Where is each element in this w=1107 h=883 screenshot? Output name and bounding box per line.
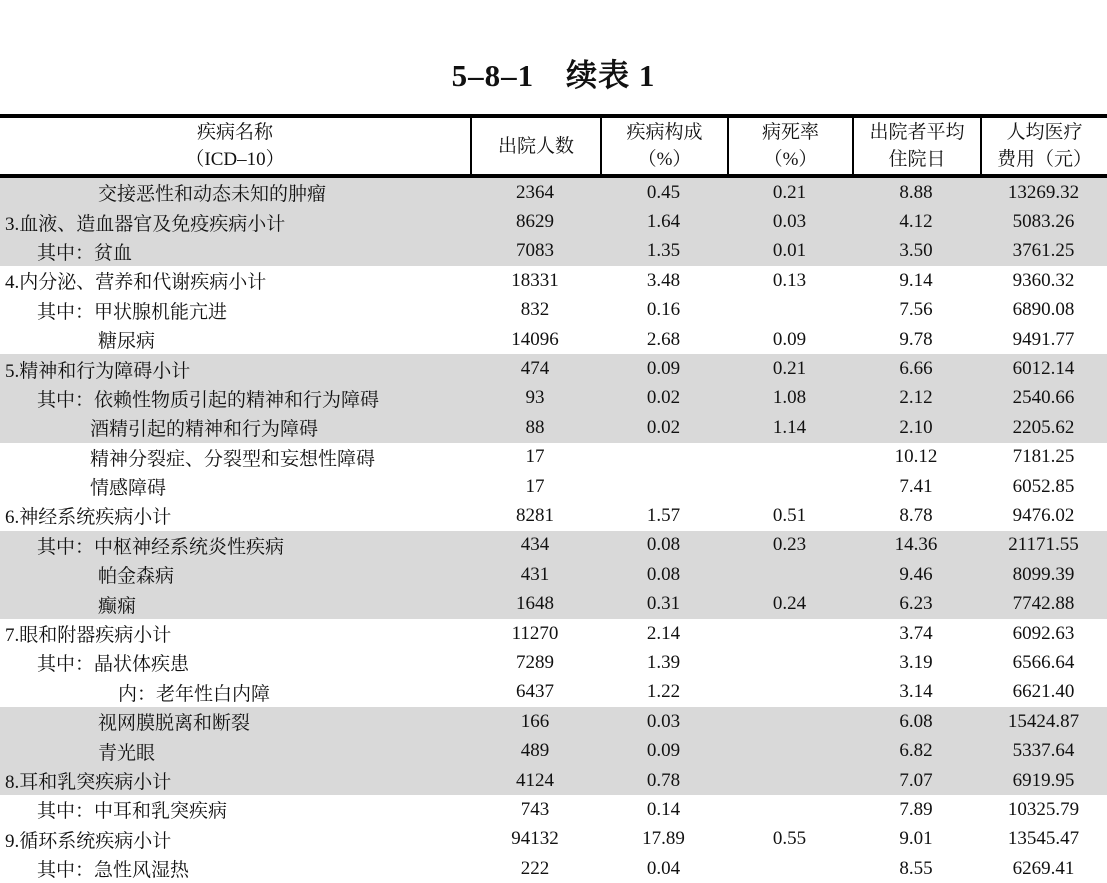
col-avg-cost-value: 5337.64 (1012, 740, 1075, 762)
col-fatality-rate-value: 1.14 (772, 416, 807, 438)
disease-name: 3.血液、造血器官及免疫疾病小计 (5, 213, 286, 235)
col-composition-value: 1.64 (646, 211, 681, 233)
col-composition-value: 0.03 (646, 710, 681, 732)
col-composition-value: 0.09 (646, 358, 681, 380)
col-avg-cost-value: 10325.79 (1007, 798, 1080, 820)
col-composition-value: 1.35 (646, 240, 681, 262)
col-avg-stay-value: 7.41 (899, 475, 933, 497)
col-avg-cost-value: 6269.41 (1012, 857, 1075, 879)
col-avg-stay-value: 6.66 (899, 358, 933, 380)
disease-name: 糖尿病 (98, 331, 156, 353)
disease-name: 8.耳和乳突疾病小计 (5, 772, 172, 793)
col-avg-cost-value: 21171.55 (1008, 534, 1079, 556)
disease-name: 交接恶性和动态未知的肿瘤 (98, 184, 327, 206)
header-col-composition (600, 118, 727, 174)
col-avg-stay-value: 2.10 (899, 416, 933, 438)
col-avg-cost-value: 2205.62 (1012, 416, 1075, 438)
col-composition-value: 2.14 (646, 622, 681, 644)
col-avg-cost-value: 3761.25 (1012, 240, 1075, 262)
disease-name: 其中：贫血 (37, 242, 133, 264)
header-text: 费用（元） (996, 149, 1092, 170)
table-row (0, 825, 1107, 854)
col-avg-stay-value: 3.50 (899, 240, 933, 262)
table-row (0, 589, 1107, 618)
col-avg-cost-value: 6052.85 (1012, 475, 1075, 497)
col-discharged-value: 431 (520, 563, 550, 585)
col-fatality-rate-value: 0.21 (772, 358, 807, 380)
table-row (0, 207, 1107, 236)
header-text: （%） (763, 149, 818, 170)
col-avg-stay-value: 8.78 (899, 504, 933, 526)
col-discharged-value: 1648 (516, 593, 554, 615)
col-avg-stay-value: 7.56 (899, 299, 933, 321)
disease-name: 6.神经系统疾病小计 (5, 507, 172, 529)
col-avg-stay-value: 9.78 (899, 328, 933, 350)
table-body (0, 178, 1107, 883)
col-discharged-value: 2364 (516, 181, 554, 203)
col-composition-value: 0.02 (646, 416, 681, 438)
header-text: 病死率 (761, 122, 819, 143)
col-avg-cost-value: 5083.26 (1012, 211, 1075, 233)
col-avg-stay-value: 8.88 (899, 181, 933, 203)
col-discharged-value: 434 (520, 534, 550, 556)
col-discharged-value: 88 (525, 416, 545, 438)
table-row (0, 560, 1107, 589)
col-composition-value: 0.08 (646, 563, 681, 585)
col-avg-cost-value: 13545.47 (1007, 828, 1080, 850)
disease-name: 其中：中枢神经系统炎性疾病 (37, 536, 285, 558)
disease-name: 其中：急性风湿热 (37, 860, 190, 882)
table-row (0, 531, 1107, 560)
table-row (0, 854, 1107, 883)
col-avg-stay-value: 10.12 (894, 446, 938, 468)
disease-name: 4.内分泌、营养和代谢疾病小计 (5, 272, 267, 294)
table-row (0, 501, 1107, 530)
col-discharged-value: 166 (520, 710, 550, 732)
disease-name: 帕金森病 (98, 566, 175, 588)
table-header (0, 114, 1107, 178)
col-fatality-rate-value: 0.55 (772, 828, 807, 850)
table-row (0, 354, 1107, 383)
table-row (0, 795, 1107, 824)
table-row (0, 384, 1107, 413)
col-discharged-value: 7083 (516, 240, 554, 262)
col-avg-stay-value: 2.12 (899, 387, 933, 409)
header-text: 出院人数 (497, 135, 574, 157)
col-avg-stay-value: 4.12 (899, 211, 933, 233)
col-composition-value: 0.45 (646, 181, 681, 203)
col-composition-value: 0.02 (646, 387, 681, 409)
header-text: （ICD–10） (185, 149, 285, 170)
col-discharged-value: 17 (525, 475, 545, 497)
table-row (0, 296, 1107, 325)
col-avg-cost-value: 9476.02 (1012, 504, 1075, 526)
col-avg-cost-value: 8099.39 (1012, 563, 1075, 585)
col-avg-cost-value: 6566.64 (1012, 651, 1075, 673)
col-composition-value: 1.57 (646, 504, 681, 526)
col-fatality-rate-value: 0.09 (772, 328, 807, 350)
col-discharged-value: 4124 (516, 769, 554, 791)
col-discharged-value: 832 (520, 299, 550, 321)
disease-name: 精神分裂症、分裂型和妄想性障碍 (90, 448, 376, 470)
col-composition-value: 3.48 (646, 269, 681, 291)
disease-name: 其中：依赖性物质引起的精神和行为障碍 (37, 389, 380, 411)
col-avg-cost-value: 9491.77 (1012, 328, 1075, 350)
col-discharged-value: 6437 (516, 681, 554, 703)
col-composition-value: 0.31 (646, 593, 681, 615)
header-text: 出院者平均 (869, 122, 965, 143)
disease-name: 内：老年性白内障 (118, 683, 271, 705)
col-avg-cost-value: 13269.32 (1007, 181, 1080, 203)
col-avg-stay-value: 9.14 (899, 269, 933, 291)
col-discharged-value: 489 (520, 740, 550, 762)
col-discharged-value: 11270 (511, 622, 559, 644)
col-composition-value: 17.89 (642, 828, 685, 850)
col-avg-cost-value: 6621.40 (1012, 681, 1075, 703)
col-discharged-value: 474 (520, 358, 550, 380)
col-composition-value: 0.16 (646, 299, 681, 321)
col-avg-cost-value: 9360.32 (1012, 269, 1075, 291)
col-composition-value: 0.09 (646, 740, 681, 762)
col-avg-cost-value: 7742.88 (1012, 593, 1075, 615)
col-composition-value: 1.22 (646, 681, 681, 703)
col-avg-stay-value: 6.82 (899, 740, 933, 762)
col-avg-stay-value: 8.55 (899, 857, 933, 879)
disease-name: 其中：甲状腺机能亢进 (37, 301, 228, 323)
col-avg-stay-value: 14.36 (894, 534, 938, 556)
table-row (0, 178, 1107, 207)
col-avg-stay-value: 7.07 (899, 769, 933, 791)
col-discharged-value: 7289 (516, 651, 554, 673)
header-col-disease-name (0, 118, 470, 174)
table-row (0, 766, 1107, 795)
col-discharged-value: 8281 (516, 504, 554, 526)
col-discharged-value: 17 (525, 446, 545, 468)
disease-name: 其中：中耳和乳突疾病 (37, 801, 228, 823)
col-avg-stay-value: 7.89 (899, 798, 933, 820)
table-row (0, 266, 1107, 295)
col-composition-value: 0.04 (646, 857, 681, 879)
col-avg-stay-value: 6.23 (899, 593, 933, 615)
col-avg-stay-value: 3.19 (899, 651, 933, 673)
header-col-discharged (470, 118, 600, 174)
table-row (0, 736, 1107, 765)
col-composition-value: 1.39 (646, 651, 681, 673)
col-composition-value: 0.08 (646, 534, 681, 556)
col-avg-cost-value: 7181.25 (1012, 446, 1075, 468)
header-text: 疾病名称 (196, 122, 273, 143)
table-row (0, 237, 1107, 266)
col-avg-stay-value: 3.74 (899, 622, 933, 644)
table-row (0, 648, 1107, 677)
col-discharged-value: 94132 (511, 828, 559, 850)
table-row (0, 325, 1107, 354)
col-avg-stay-value: 3.14 (899, 681, 933, 703)
col-composition-value: 2.68 (646, 328, 681, 350)
col-fatality-rate-value: 0.21 (772, 181, 807, 203)
col-discharged-value: 8629 (516, 211, 554, 233)
col-avg-stay-value: 6.08 (899, 710, 933, 732)
disease-name: 情感障碍 (90, 478, 167, 500)
col-fatality-rate-value: 0.01 (772, 240, 807, 262)
disease-name: 9.循环系统疾病小计 (5, 830, 172, 852)
col-discharged-value: 743 (520, 798, 550, 820)
disease-name: 癫痫 (98, 595, 137, 617)
col-composition-value: 0.14 (646, 798, 681, 820)
table-row (0, 443, 1107, 472)
disease-name: 其中：晶状体疾患 (37, 654, 190, 676)
col-fatality-rate-value: 0.23 (772, 534, 807, 556)
col-avg-cost-value: 2540.66 (1012, 387, 1075, 409)
table-row (0, 413, 1107, 442)
col-fatality-rate-value: 0.03 (772, 211, 807, 233)
col-fatality-rate-value: 0.13 (772, 269, 807, 291)
col-composition-value: 0.78 (646, 769, 681, 791)
col-avg-cost-value: 6890.08 (1012, 299, 1075, 321)
header-text: （%） (637, 149, 692, 170)
col-fatality-rate-value: 0.24 (772, 593, 807, 615)
disease-name: 5.精神和行为障碍小计 (5, 360, 191, 382)
col-fatality-rate-value: 0.51 (772, 504, 807, 526)
table-title: 5–8–1 续表 1 (451, 58, 656, 93)
col-avg-cost-value: 6919.95 (1012, 769, 1075, 791)
col-discharged-value: 18331 (511, 269, 559, 291)
col-avg-cost-value: 15424.87 (1007, 710, 1080, 732)
col-avg-stay-value: 9.01 (899, 828, 933, 850)
disease-name: 酒精引起的精神和行为障碍 (90, 419, 319, 441)
header-text: 人均医疗 (1006, 122, 1083, 143)
disease-name: 7.眼和附器疾病小计 (5, 625, 172, 647)
table-row (0, 472, 1107, 501)
col-discharged-value: 14096 (511, 328, 559, 350)
disease-name: 青光眼 (98, 742, 156, 764)
table-row (0, 678, 1107, 707)
header-text: 疾病构成 (626, 122, 703, 143)
col-fatality-rate-value: 1.08 (772, 387, 807, 409)
col-avg-stay-value: 9.46 (899, 563, 933, 585)
header-text: 住院日 (888, 149, 946, 170)
table-row (0, 707, 1107, 736)
table-row (0, 619, 1107, 648)
col-avg-cost-value: 6012.14 (1012, 358, 1075, 380)
col-discharged-value: 222 (520, 857, 550, 879)
col-discharged-value: 93 (525, 387, 545, 409)
disease-table (0, 114, 1107, 883)
header-col-avg-stay (852, 118, 980, 174)
header-col-fatality-rate (727, 118, 852, 174)
col-avg-cost-value: 6092.63 (1012, 622, 1075, 644)
header-col-avg-cost (980, 118, 1107, 174)
disease-name: 视网膜脱离和断裂 (98, 713, 251, 735)
